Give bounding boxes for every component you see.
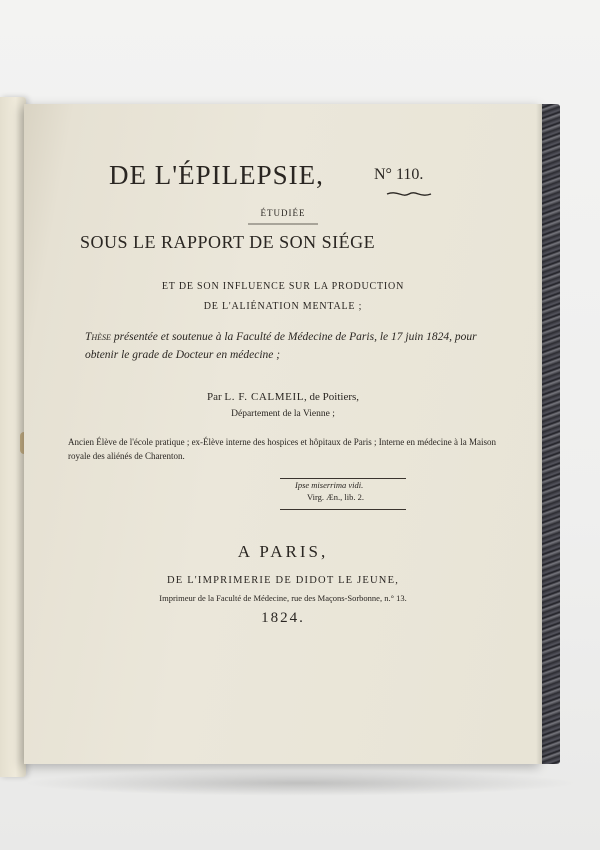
author-line bbox=[24, 391, 542, 403]
table-shadow bbox=[20, 770, 580, 796]
topic-line-2: DE L'ALIÉNATION MENTALE ; bbox=[203, 301, 363, 312]
book-title: DE L'ÉPILEPSIE, bbox=[109, 160, 324, 190]
page-edge-shadow bbox=[536, 104, 542, 764]
epigraph-source: Virg. Æn., lib. 2. bbox=[307, 492, 364, 502]
thesis-text: présentée et soutenue à la Faculté de Médecine de Paris, le 17 juin 1824, pour obtenir le grade de Docteur en médecine ; bbox=[85, 331, 477, 361]
imprint-place: A PARIS, bbox=[237, 542, 329, 561]
decorative-rule bbox=[248, 222, 318, 226]
title-page bbox=[24, 104, 542, 764]
author-department: Département de la Vienne ; bbox=[231, 409, 335, 419]
topic-line-1: ET DE SON INFLUENCE SUR LA PRODUCTION bbox=[161, 281, 405, 292]
thesis-lead: Thèse bbox=[85, 331, 111, 343]
studied-label: ÉTUDIÉE bbox=[260, 208, 306, 218]
catalog-number: N° 110. bbox=[374, 166, 424, 183]
imprint-year: 1824. bbox=[261, 610, 305, 626]
author-origin: , de Poitiers, bbox=[304, 391, 360, 403]
author-credentials: Ancien Élève de l'école pratique ; ex-Élève interne des hospices et hôpitaux de Paris ; Interne en médecine à la Maison royale des aliénés de Charenton. bbox=[68, 437, 496, 461]
author-prefix: Par bbox=[206, 391, 222, 403]
number-flourish-icon bbox=[386, 190, 432, 198]
thesis-statement bbox=[85, 328, 485, 364]
author-name: L. F. CALMEIL bbox=[224, 391, 305, 403]
epigraph-quote: Ipse miserrima vidi. bbox=[295, 480, 364, 490]
imprint-printer: DE L'IMPRIMERIE DE DIDOT LE JEUNE, bbox=[166, 575, 400, 586]
imprint-address: Imprimeur de la Faculté de Médecine, rue des Maçons-Sorbonne, n.° 13. bbox=[159, 593, 407, 603]
book-subtitle: SOUS LE RAPPORT DE SON SIÉGE bbox=[80, 232, 376, 252]
